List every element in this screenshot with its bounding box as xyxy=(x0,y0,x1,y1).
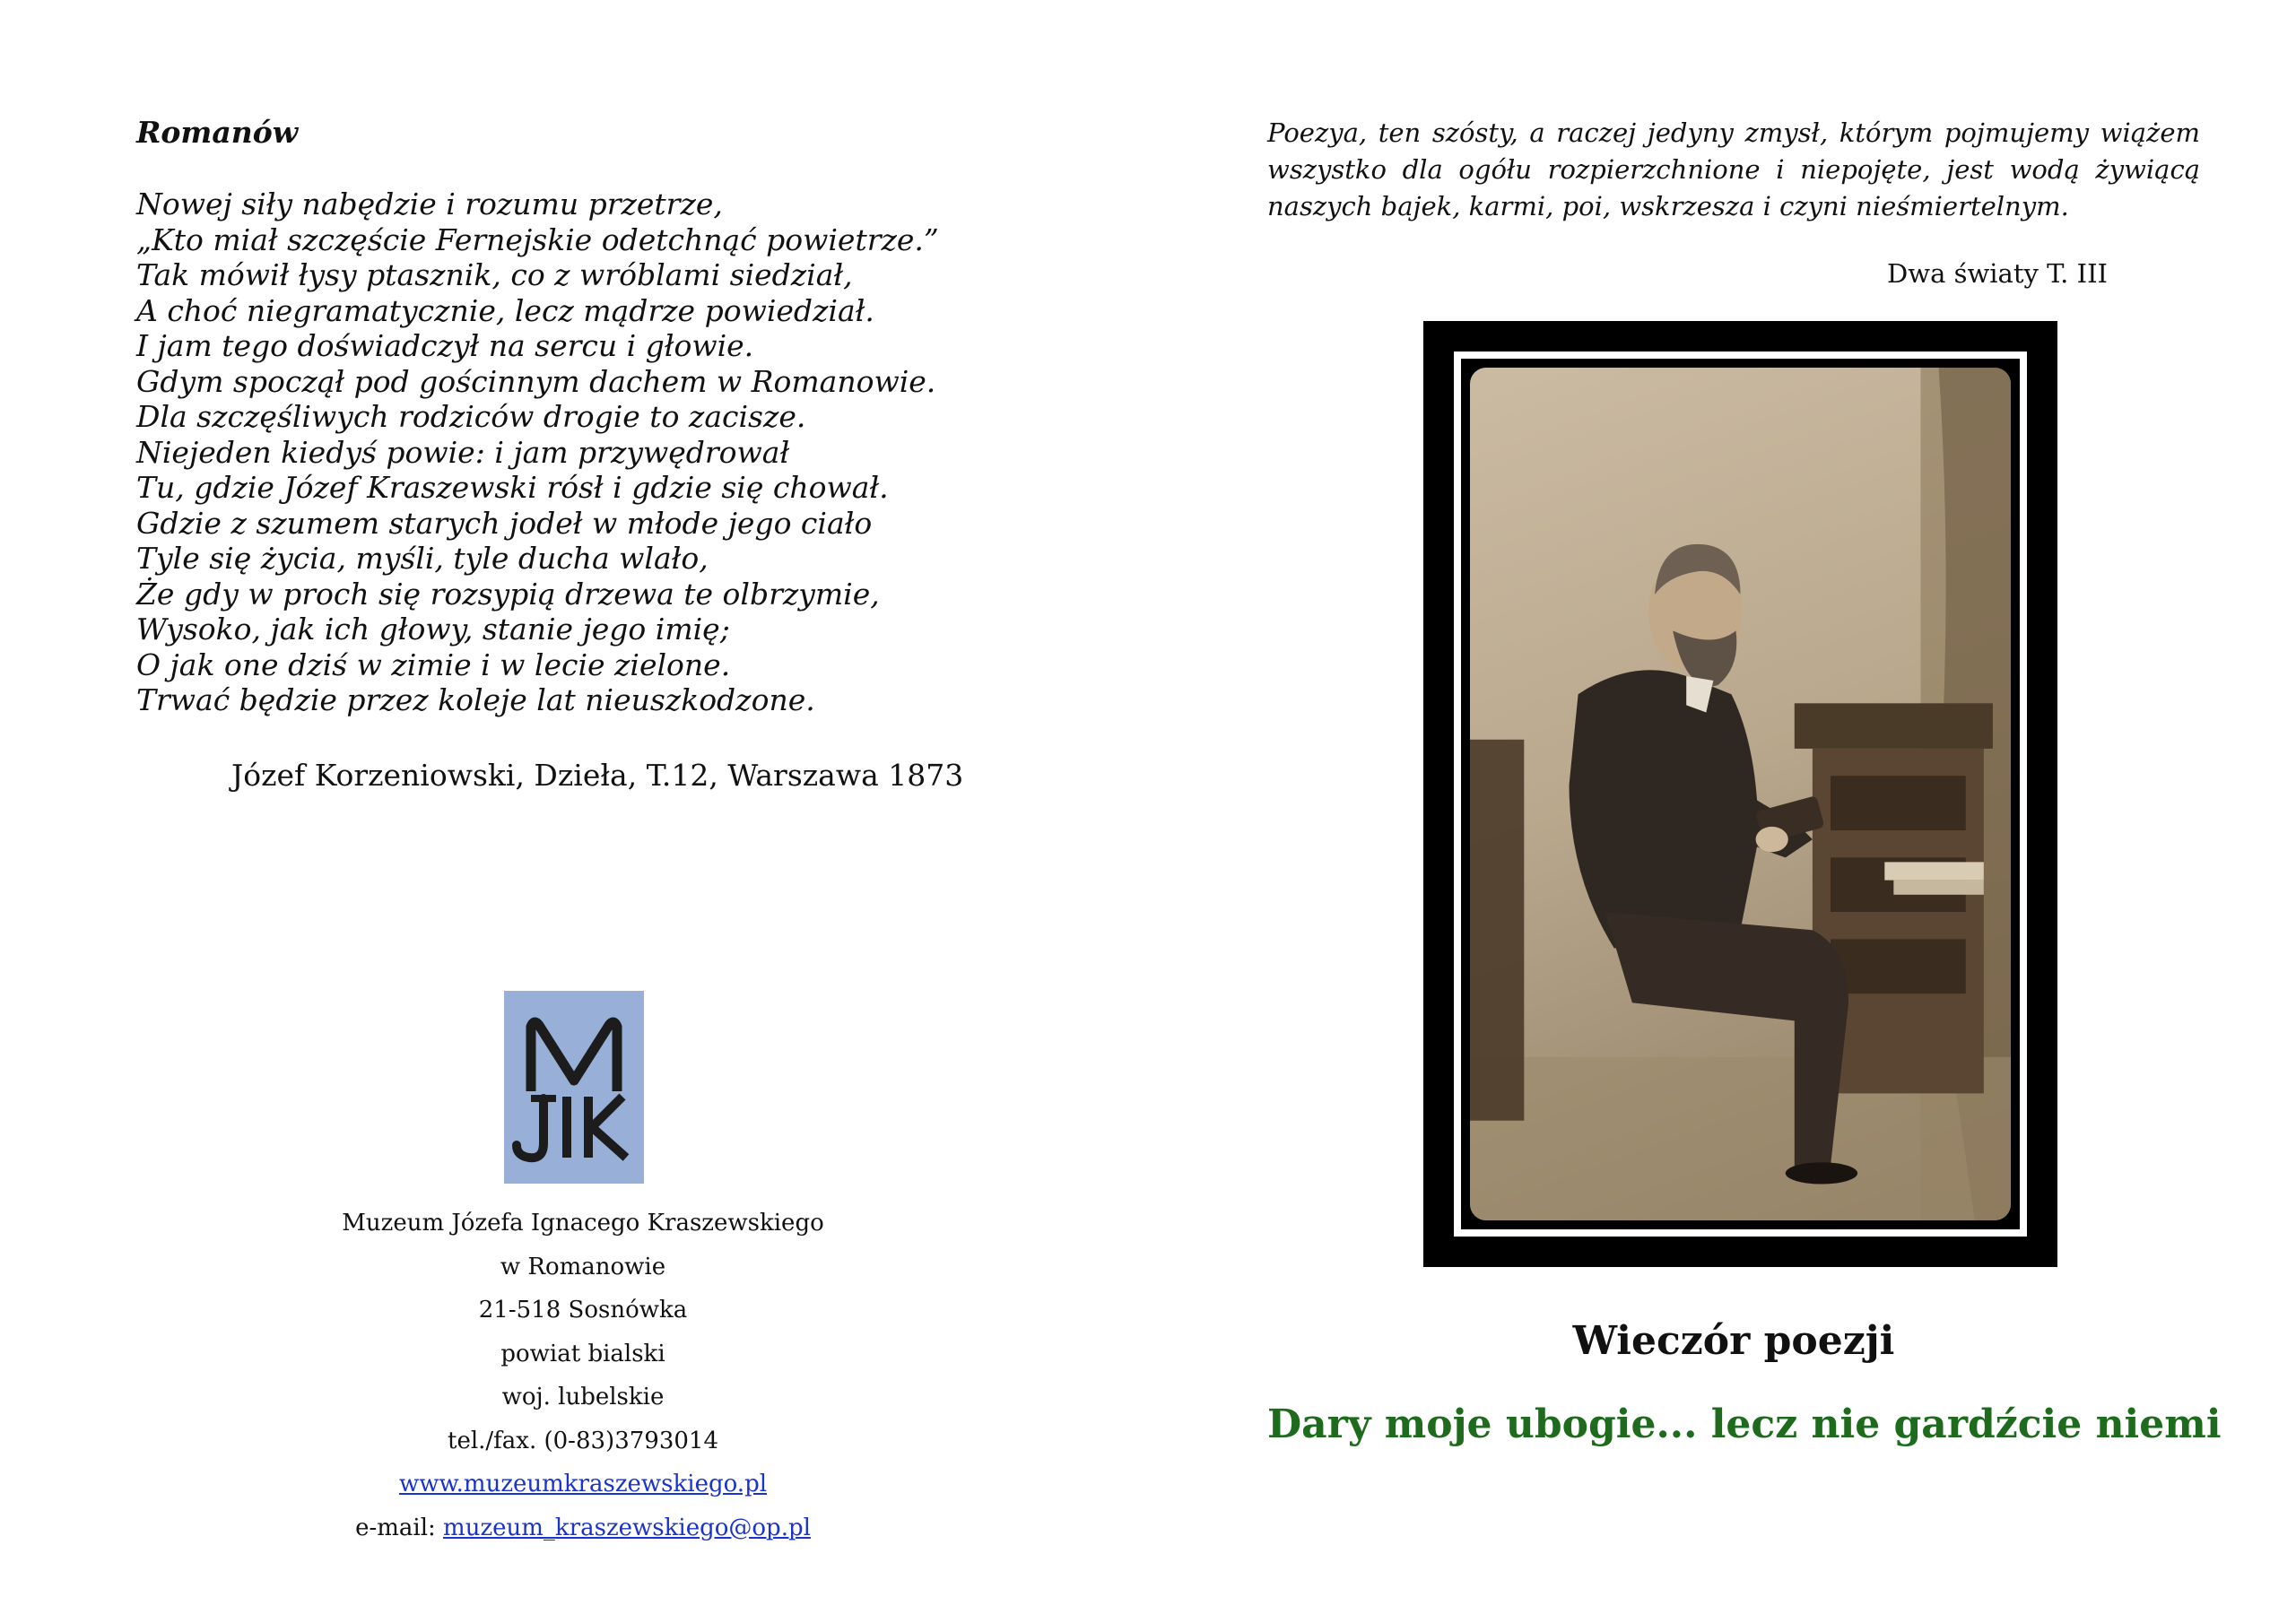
poem-line: Że gdy w proch się rozsypią drzewa te olbrzymie, xyxy=(136,576,880,612)
epigraph-source: Dwa światy T. III xyxy=(1887,258,2108,289)
museum-name: Muzeum Józefa Ignacego Kraszewskiego xyxy=(342,1210,824,1237)
museum-province: woj. lubelskie xyxy=(501,1384,665,1410)
epigraph-quote: Poezya, ten szósty, a raczej jedyny zmysł, którym pojmujemy wiążem wszystko dla ogółu rozpierzchnione i niepojęte, jest wodą żywiącą naszych bajek, karmi, poi, wskrzesza i czyni nieśmiertelnym. xyxy=(1267,117,2200,221)
portrait-illustration xyxy=(1470,368,2011,1220)
museum-location: w Romanowie xyxy=(500,1253,666,1280)
poem-lines xyxy=(136,187,1033,718)
website-link[interactable]: www.muzeumkraszewskiego.pl xyxy=(398,1471,768,1497)
poem-line: Tu, gdzie Józef Kraszewski rósł i gdzie się chował. xyxy=(136,470,889,505)
museum-phone: tel./fax. (0-83)3793014 xyxy=(448,1427,718,1454)
poem-line: I jam tego doświadczył na sercu i głowie. xyxy=(136,328,754,363)
poem-line: Dla szczęśliwych rodziców drogie to zacisze. xyxy=(136,399,806,434)
museum-postal: 21-518 Sosnówka xyxy=(478,1297,688,1324)
email-label: e-mail: xyxy=(355,1514,444,1541)
portrait-photo xyxy=(1470,368,2011,1220)
poem-attribution: Józef Korzeniowski, Dzieła, T.12, Warszawa 1873 xyxy=(231,758,964,793)
poem-line: Gdym spoczął pod gościnnym dachem w Romanowie. xyxy=(136,363,936,399)
poem-line: „Kto miał szczęście Fernejskie odetchnąć powietrze.” xyxy=(136,221,939,257)
museum-logo xyxy=(504,991,644,1184)
poem-block xyxy=(136,115,1033,718)
poem-line: Gdzie z szumem starych jodeł w młode jego ciało xyxy=(136,505,873,541)
poem-line: Niejeden kiedyś powie: i jam przywędrował xyxy=(136,434,790,470)
poem-line: Tyle się życia, myśli, tyle ducha wlało, xyxy=(136,541,709,576)
museum-county: powiat bialski xyxy=(500,1340,665,1367)
poem-line: Tak mówił łysy ptasznik, co z wróblami siedział, xyxy=(136,257,853,292)
poem-line: Nowej siły nabędzie i rozumu przetrze, xyxy=(136,187,723,221)
poem-title: Romanów xyxy=(136,115,299,150)
poem-line: Wysoko, jak ich głowy, stanie jego imię; xyxy=(136,612,730,647)
poem-line: A choć niegramatycznie, lecz mądrze powiedział. xyxy=(136,292,874,328)
museum-address xyxy=(269,1202,897,1549)
email-link[interactable]: muzeum_kraszewskiego@op.pl xyxy=(443,1514,811,1541)
event-subtitle: Dary moje ubogie... lecz nie gardźcie niemi xyxy=(1267,1402,2222,1447)
frame-inner-border xyxy=(1461,359,2020,1229)
museum-logo-mark xyxy=(504,991,644,1184)
frame-mat xyxy=(1454,352,2027,1237)
portrait-frame xyxy=(1423,321,2057,1267)
event-title: Wieczór poezji xyxy=(1572,1318,1895,1364)
poem-line: O jak one dziś w zimie i w lecie zielone. xyxy=(136,647,731,682)
poem-line: Trwać będzie przez koleje lat nieuszkodzone. xyxy=(136,682,815,717)
